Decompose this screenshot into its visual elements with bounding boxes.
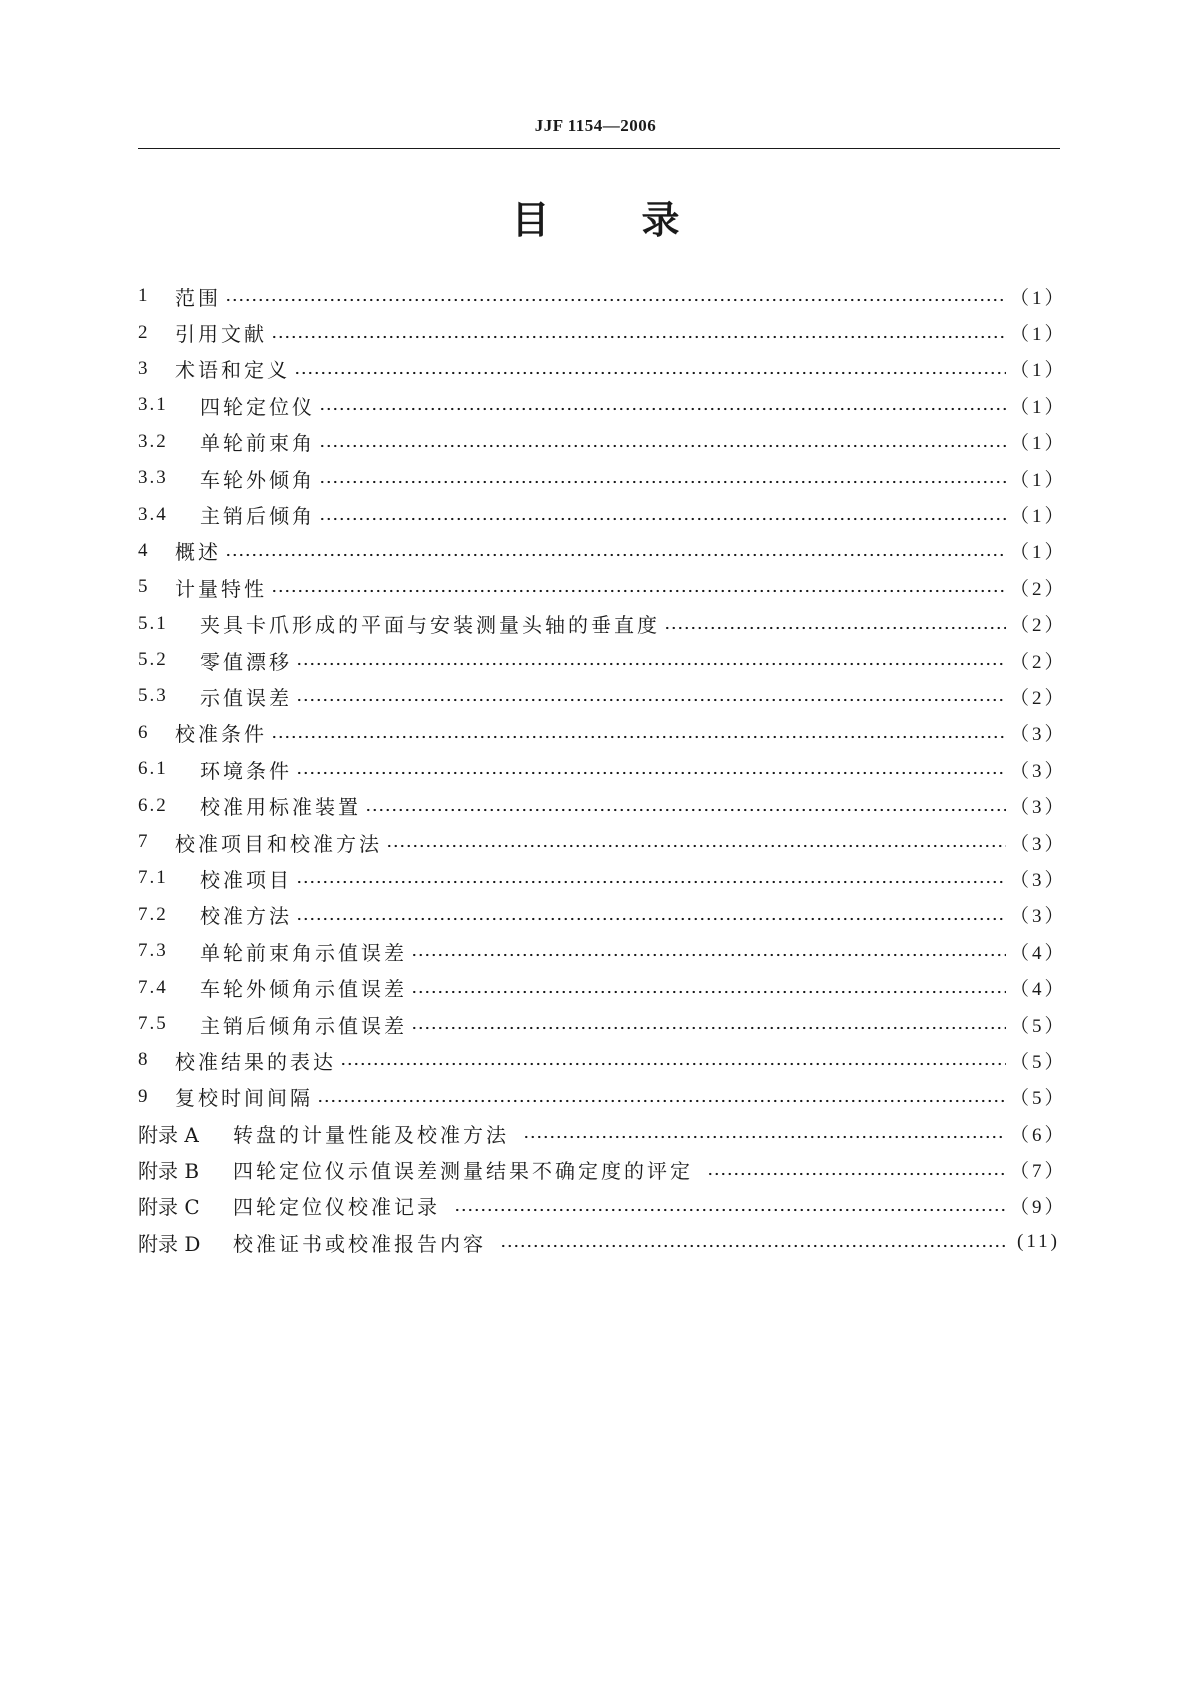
toc-leader-dots [319,444,1006,448]
toc-entry-label: 引用文献 [175,322,267,347]
toc-entry-label: 主销后倾角示值误差 [200,1013,407,1038]
toc-entry[interactable] [138,678,1067,714]
toc-entry-page: （7） [1010,1161,1067,1183]
toc-entry-label: 术语和定义 [175,358,290,383]
toc-leader-dots [319,517,1006,521]
toc-entry-number: 8 [138,1049,150,1071]
toc-entry-page: （4） [1010,942,1067,964]
toc-leader-dots [294,371,1006,375]
toc-entry[interactable] [138,715,1067,751]
toc-entry[interactable] [138,533,1067,569]
toc-entry-label: 复校时间间隔 [175,1086,313,1111]
toc-entry-page: （3） [1010,833,1067,855]
toc-entry-page: （3） [1010,906,1067,928]
toc-entry-label: 校准条件 [175,722,267,747]
toc-entry[interactable] [138,751,1067,787]
toc-entry-page: （6） [1010,1124,1067,1146]
toc-entry-label: 计量特性 [175,576,267,601]
toc-entry-page: （3） [1010,797,1067,819]
header-rule [138,148,1060,149]
toc-entry-page: （2） [1010,578,1067,600]
toc-entry-number: 7.2 [138,903,168,925]
toc-entry-label: 主销后倾角 [200,504,315,529]
toc-entry-number: 1 [138,285,150,307]
toc-entry-number: 6.1 [138,758,168,780]
toc-leader-dots [454,1208,1006,1212]
toc-entry-number: 5.2 [138,649,168,671]
toc-entry-label: 校准项目和校准方法 [175,831,382,856]
toc-entry[interactable] [138,897,1067,933]
toc-entry-label: 校准项目 [200,867,292,892]
toc-leader-dots [296,880,1006,884]
toc-entry-page: (11) [1017,1231,1060,1253]
toc-leader-dots [707,1172,1006,1176]
toc-appendix-number: 附录 C [138,1195,200,1220]
toc-appendix-entry[interactable] [138,1224,1060,1260]
toc-entry-number: 3 [138,357,150,379]
toc-entry-number: 3.1 [138,394,168,416]
toc-entry-page: （1） [1010,287,1067,309]
toc-entry[interactable] [138,933,1067,969]
toc-entry-label: 概述 [175,540,221,565]
toc-entry[interactable] [138,824,1067,860]
toc-entry[interactable] [138,496,1067,532]
toc-appendix-entry[interactable] [138,1188,1067,1224]
toc-entry-number: 3.2 [138,430,168,452]
toc-entry[interactable] [138,969,1067,1005]
toc-leader-dots [411,953,1006,957]
toc-leader-dots [500,1244,1006,1248]
toc-entry-number: 7.3 [138,940,168,962]
toc-entry-page: （5） [1010,1051,1067,1073]
toc-entry-number: 6 [138,721,150,743]
toc-entry-label: 校准方法 [200,904,292,929]
toc-entry[interactable] [138,314,1067,350]
toc-entry-number: 4 [138,539,150,561]
document-code-header: JJF 1154—2006 [534,116,657,135]
toc-entry-page: （1） [1010,506,1067,528]
toc-entry-page: （1） [1010,396,1067,418]
toc-leader-dots [225,298,1006,302]
toc-leader-dots [271,589,1006,593]
toc-leader-dots [317,1099,1006,1103]
toc-entry[interactable] [138,860,1067,896]
toc-entry-label: 转盘的计量性能及校准方法 [233,1122,509,1147]
toc-entry-page: （1） [1010,469,1067,491]
toc-entry-page: （3） [1010,724,1067,746]
toc-entry-label: 范围 [175,285,221,310]
toc-entry-number: 2 [138,321,150,343]
toc-entry-number: 5.3 [138,685,168,707]
toc-entry[interactable] [138,642,1067,678]
toc-leader-dots [225,553,1006,557]
toc-leader-dots [296,771,1006,775]
toc-entry-page: （5） [1010,1088,1067,1110]
toc-entry-number: 7.4 [138,976,168,998]
page-title-left-char: 目 [511,198,550,242]
toc-leader-dots [319,480,1006,484]
toc-entry-label: 环境条件 [200,758,292,783]
toc-entry-label: 零值漂移 [200,649,292,674]
toc-entry-page: （3） [1010,760,1067,782]
toc-appendix-entry[interactable] [138,1151,1067,1187]
toc-leader-dots [365,808,1006,812]
toc-entry-number: 5.1 [138,612,168,634]
toc-entry-number: 7.5 [138,1013,168,1034]
toc-entry-number: 3.4 [138,503,168,525]
toc-leader-dots [296,662,1006,666]
toc-entry-label: 单轮前束角示值误差 [200,940,407,965]
toc-entry[interactable] [138,460,1067,496]
toc-entry-page: （2） [1010,615,1067,637]
toc-appendix-entry[interactable] [138,1115,1067,1151]
toc-entry-page: （2） [1010,651,1067,673]
toc-entry-label: 单轮前束角 [200,431,315,456]
toc-entry-number: 9 [138,1085,150,1107]
toc-entry-page: （2） [1010,687,1067,709]
toc-leader-dots [664,626,1006,630]
toc-leader-dots [340,1062,1006,1066]
toc-entry-page: （5） [1010,1015,1067,1037]
toc-entry[interactable] [138,1042,1067,1078]
toc-entry-label: 夹具卡爪形成的平面与安装测量头轴的垂直度 [200,613,660,638]
toc-entry[interactable] [138,1006,1067,1042]
toc-leader-dots [296,917,1006,921]
toc-leader-dots [271,335,1006,339]
table-of-contents [138,278,1067,1261]
toc-entry-label: 校准证书或校准报告内容 [233,1231,486,1256]
toc-entry-page: （3） [1010,869,1067,891]
toc-entry-page: （1） [1010,360,1067,382]
toc-leader-dots [271,735,1006,739]
toc-entry-number: 7 [138,831,150,853]
toc-entry[interactable] [138,569,1067,605]
toc-entry-label: 四轮定位仪校准记录 [233,1195,440,1220]
toc-entry-page: （9） [1010,1197,1067,1219]
toc-entry[interactable] [138,351,1067,387]
toc-leader-dots [523,1135,1006,1139]
toc-appendix-number: 附录 D [138,1231,201,1256]
toc-entry[interactable] [138,424,1067,460]
toc-entry-label: 车轮外倾角示值误差 [200,977,407,1002]
toc-entry-page: （1） [1010,433,1067,455]
toc-entry[interactable] [138,1079,1067,1115]
toc-entry-label: 校准结果的表达 [175,1049,336,1074]
page-title [0,196,1191,244]
toc-entry-page: （4） [1010,979,1067,1001]
toc-entry[interactable] [138,278,1067,314]
toc-entry-number: 6.2 [138,794,168,816]
toc-appendix-number: 附录 A [138,1122,199,1147]
toc-leader-dots [411,1026,1006,1030]
toc-entry[interactable] [138,787,1067,823]
toc-appendix-number: 附录 B [138,1159,200,1184]
toc-entry-label: 四轮定位仪 [200,394,315,419]
toc-entry-label: 车轮外倾角 [200,467,315,492]
toc-leader-dots [296,698,1006,702]
toc-entry-label: 四轮定位仪示值误差测量结果不确定度的评定 [233,1159,693,1184]
toc-entry-number: 3.3 [138,467,168,489]
toc-entry[interactable] [138,606,1067,642]
toc-entry-page: （1） [1010,324,1067,346]
toc-leader-dots [411,990,1006,994]
toc-leader-dots [319,407,1006,411]
toc-entry[interactable] [138,387,1067,423]
toc-entry-number: 7.1 [138,867,168,889]
toc-entry-number: 5 [138,576,150,598]
toc-entry-page: （1） [1010,542,1067,564]
page-title-right-char: 录 [641,198,680,242]
toc-entry-label: 示值误差 [200,685,292,710]
toc-leader-dots [386,844,1006,848]
toc-entry-label: 校准用标准装置 [200,795,361,820]
